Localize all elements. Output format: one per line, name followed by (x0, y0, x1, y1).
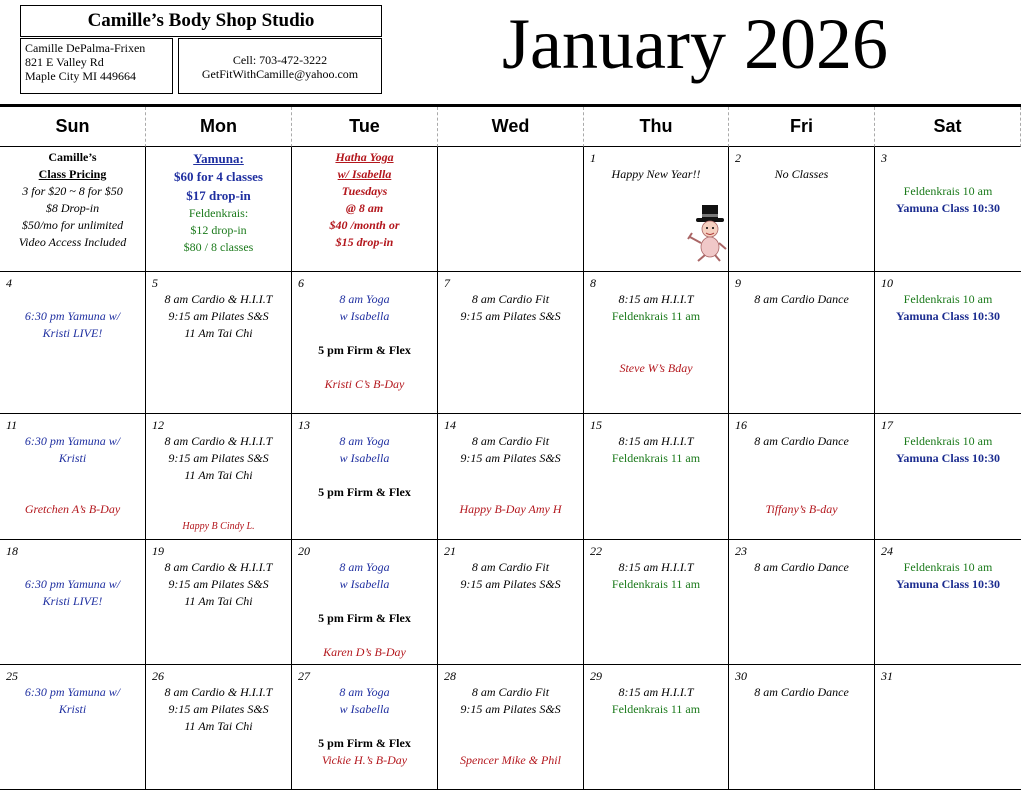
hiit-class: 8:15 am H.I.I.T (618, 292, 694, 306)
yamuna-event: Kristi (58, 451, 87, 465)
birthday: Kristi C’s B-Day (324, 377, 405, 391)
day-cell (438, 414, 584, 540)
yamuna-class: Yamuna Class 10:30 (895, 309, 1000, 323)
class-line: 8 am Cardio & H.I.I.T (164, 560, 273, 574)
pricing-line: Video Access Included (18, 235, 127, 249)
day-number: 8 (590, 276, 596, 290)
feldenkrais-class: Feldenkrais 10 am (903, 292, 993, 306)
firm-flex-class: 5 pm Firm & Flex (318, 736, 411, 750)
feldenkrais-price: $80 / 8 classes (183, 240, 254, 254)
hiit-class: 8:15 am H.I.I.T (618, 434, 694, 448)
class-line: 8 am Cardio Fit (471, 292, 550, 306)
day-number: 11 (6, 418, 18, 432)
class-line: 8 am Cardio & H.I.I.T (164, 685, 273, 699)
hatha-dropin: $15 drop-in (335, 235, 394, 249)
weekday-wed: Wed (438, 107, 584, 147)
feldenkrais-class: Feldenkrais 11 am (611, 309, 701, 323)
day-cell (292, 540, 438, 665)
month-title: January 2026 (502, 4, 888, 84)
class-line: 8 am Cardio Dance (754, 292, 849, 306)
day-number: 2 (735, 151, 741, 165)
day-cell (875, 272, 1021, 414)
yoga-class: 8 am Yoga (339, 434, 390, 448)
day-number: 16 (735, 418, 747, 432)
firm-flex-class: 5 pm Firm & Flex (318, 343, 411, 357)
class-line: 11 Am Tai Chi (184, 719, 253, 733)
class-line: 11 Am Tai Chi (184, 326, 253, 340)
day-cell (584, 272, 729, 414)
yamuna-class: Yamuna Class 10:30 (895, 451, 1000, 465)
pricing-subheading: Class Pricing (38, 167, 107, 181)
day-cell (584, 540, 729, 665)
day-number: 27 (298, 669, 310, 683)
class-line: 9:15 am Pilates S&S (460, 702, 561, 716)
yoga-class: w Isabella (339, 702, 390, 716)
weekday-sat: Sat (875, 107, 1021, 147)
class-line: 8 am Cardio Dance (754, 685, 849, 699)
weekday-tue: Tue (292, 107, 438, 147)
firm-flex-class: 5 pm Firm & Flex (318, 611, 411, 625)
day-cell (292, 272, 438, 414)
feldenkrais-class: Feldenkrais 11 am (611, 451, 701, 465)
day-number: 7 (444, 276, 450, 290)
day-cell (0, 665, 146, 790)
birthday: Vickie H.’s B-Day (321, 753, 408, 767)
yamuna-event: 6:30 pm Yamuna w/ (24, 577, 121, 591)
pricing-line: $50/mo for unlimited (21, 218, 124, 232)
day-cell (438, 665, 584, 790)
hatha-yoga-pricing-cell (292, 147, 438, 272)
class-line: 11 Am Tai Chi (184, 468, 253, 482)
yoga-class: 8 am Yoga (339, 685, 390, 699)
yoga-class: w Isabella (339, 577, 390, 591)
day-number: 28 (444, 669, 456, 683)
day-cell (875, 665, 1021, 790)
day-cell (729, 147, 875, 272)
day-number: 21 (444, 544, 456, 558)
class-line: 9:15 am Pilates S&S (168, 702, 269, 716)
yamuna-heading: Yamuna: (193, 151, 244, 166)
day-cell (292, 414, 438, 540)
day-cell (584, 665, 729, 790)
studio-name-box (20, 5, 382, 37)
yoga-class: 8 am Yoga (339, 292, 390, 306)
pricing-line: 3 for $20 ~ 8 for $50 (22, 184, 123, 198)
day-number: 9 (735, 276, 741, 290)
day-number: 19 (152, 544, 164, 558)
day-cell (0, 272, 146, 414)
yamuna-event: Kristi (58, 702, 87, 716)
hatha-instructor: w/ Isabella (337, 167, 392, 181)
class-line: 8 am Cardio Fit (471, 560, 550, 574)
yamuna-pricing-cell (146, 147, 292, 272)
day-cell (584, 147, 729, 272)
address-line: Camille DePalma-Frixen (25, 41, 146, 55)
pricing-line: $8 Drop-in (45, 201, 100, 215)
feldenkrais-dropin: $12 drop-in (190, 223, 247, 237)
hatha-heading: Hatha Yoga (335, 150, 394, 164)
day-number: 25 (6, 669, 18, 683)
day-cell (146, 414, 292, 540)
birthday: Happy B-Day Amy H (459, 502, 562, 516)
weekday-mon: Mon (146, 107, 292, 147)
day-number: 23 (735, 544, 747, 558)
yamuna-event: Kristi LIVE! (42, 326, 103, 340)
day-number: 30 (735, 669, 747, 683)
yoga-class: w Isabella (339, 309, 390, 323)
hatha-price: $40 /month or (329, 218, 400, 232)
yamuna-class: Yamuna Class 10:30 (895, 577, 1000, 591)
day-number: 12 (152, 418, 164, 432)
class-line: 9:15 am Pilates S&S (460, 451, 561, 465)
address-line: Maple City MI 449664 (25, 69, 136, 83)
event-text: No Classes (774, 167, 829, 181)
studio-name: Camille’s Body Shop Studio (87, 10, 315, 31)
birthday: Gretchen A’s B-Day (24, 502, 121, 516)
feldenkrais-heading: Feldenkrais: (188, 206, 249, 220)
calendar (0, 104, 1021, 790)
day-number: 14 (444, 418, 456, 432)
hiit-class: 8:15 am H.I.I.T (618, 685, 694, 699)
baby-new-year-icon (684, 203, 732, 263)
day-number: 20 (298, 544, 310, 558)
firm-flex-class: 5 pm Firm & Flex (318, 485, 411, 499)
day-cell-empty (438, 147, 584, 272)
yamuna-class: Yamuna Class 10:30 (895, 201, 1000, 215)
feldenkrais-class: Feldenkrais 11 am (611, 577, 701, 591)
pricing-heading: Camille’s (48, 150, 97, 164)
hatha-time: @ 8 am (345, 201, 384, 215)
weekday-thu: Thu (584, 107, 729, 147)
day-number: 10 (881, 276, 893, 290)
phone: Cell: 703-472-3222 (232, 53, 328, 67)
weekday-fri: Fri (729, 107, 875, 147)
class-line: 9:15 am Pilates S&S (168, 309, 269, 323)
day-cell (146, 540, 292, 665)
class-line: 8 am Cardio Fit (471, 685, 550, 699)
day-number: 3 (881, 151, 887, 165)
class-line: 8 am Cardio Dance (754, 434, 849, 448)
class-line: 8 am Cardio Fit (471, 434, 550, 448)
day-cell (729, 665, 875, 790)
day-number: 17 (881, 418, 893, 432)
yamuna-dropin: $17 drop-in (186, 188, 251, 203)
day-number: 1 (590, 151, 596, 165)
day-cell (729, 540, 875, 665)
day-cell (146, 665, 292, 790)
pricing-cell (0, 147, 146, 272)
day-cell (875, 540, 1021, 665)
yamuna-price: $60 for 4 classes (174, 169, 263, 184)
day-number: 6 (298, 276, 304, 290)
yamuna-event: Kristi LIVE! (42, 594, 103, 608)
day-cell (438, 272, 584, 414)
day-number: 22 (590, 544, 602, 558)
day-number: 31 (881, 669, 893, 683)
contact-box (178, 38, 382, 94)
event-text: Happy New Year!! (611, 167, 701, 181)
yoga-class: w Isabella (339, 451, 390, 465)
day-cell (875, 414, 1021, 540)
class-line: 9:15 am Pilates S&S (460, 309, 561, 323)
day-cell (875, 147, 1021, 272)
class-line: 11 Am Tai Chi (184, 594, 253, 608)
class-line: 9:15 am Pilates S&S (460, 577, 561, 591)
day-cell (0, 414, 146, 540)
feldenkrais-class: Feldenkrais 11 am (611, 702, 701, 716)
day-number: 4 (6, 276, 12, 290)
day-cell (584, 414, 729, 540)
day-cell (292, 665, 438, 790)
feldenkrais-class: Feldenkrais 10 am (903, 184, 993, 198)
birthday: Spencer Mike & Phil (460, 753, 561, 767)
address-box (20, 38, 173, 94)
day-number: 13 (298, 418, 310, 432)
day-number: 5 (152, 276, 158, 290)
day-cell (0, 540, 146, 665)
class-line: 8 am Cardio Dance (754, 560, 849, 574)
email: GetFitWithCamille@yahoo.com (201, 67, 359, 81)
day-number: 18 (6, 544, 18, 558)
calendar-grid (0, 107, 1021, 790)
yamuna-event: 6:30 pm Yamuna w/ (24, 685, 121, 699)
birthday: Steve W’s Bday (619, 361, 693, 375)
yoga-class: 8 am Yoga (339, 560, 390, 574)
yamuna-event: 6:30 pm Yamuna w/ (24, 434, 121, 448)
class-line: 8 am Cardio & H.I.I.T (164, 434, 273, 448)
feldenkrais-class: Feldenkrais 10 am (903, 434, 993, 448)
day-cell (729, 272, 875, 414)
day-number: 24 (881, 544, 893, 558)
weekday-sun: Sun (0, 107, 146, 147)
hatha-day: Tuesdays (341, 184, 388, 198)
feldenkrais-class: Feldenkrais 10 am (903, 560, 993, 574)
day-cell (729, 414, 875, 540)
class-line: 8 am Cardio & H.I.I.T (164, 292, 273, 306)
class-line: 9:15 am Pilates S&S (168, 451, 269, 465)
day-cell (438, 540, 584, 665)
birthday: Karen D’s B-Day (323, 645, 406, 659)
day-number: 26 (152, 669, 164, 683)
yamuna-event: 6:30 pm Yamuna w/ (24, 309, 121, 323)
birthday: Tiffany’s B-day (765, 502, 838, 516)
day-cell (146, 272, 292, 414)
day-number: 15 (590, 418, 602, 432)
address-line: 821 E Valley Rd (25, 55, 104, 69)
class-line: 9:15 am Pilates S&S (168, 577, 269, 591)
birthday: Happy B Cindy L. (182, 521, 255, 532)
hiit-class: 8:15 am H.I.I.T (618, 560, 694, 574)
day-number: 29 (590, 669, 602, 683)
